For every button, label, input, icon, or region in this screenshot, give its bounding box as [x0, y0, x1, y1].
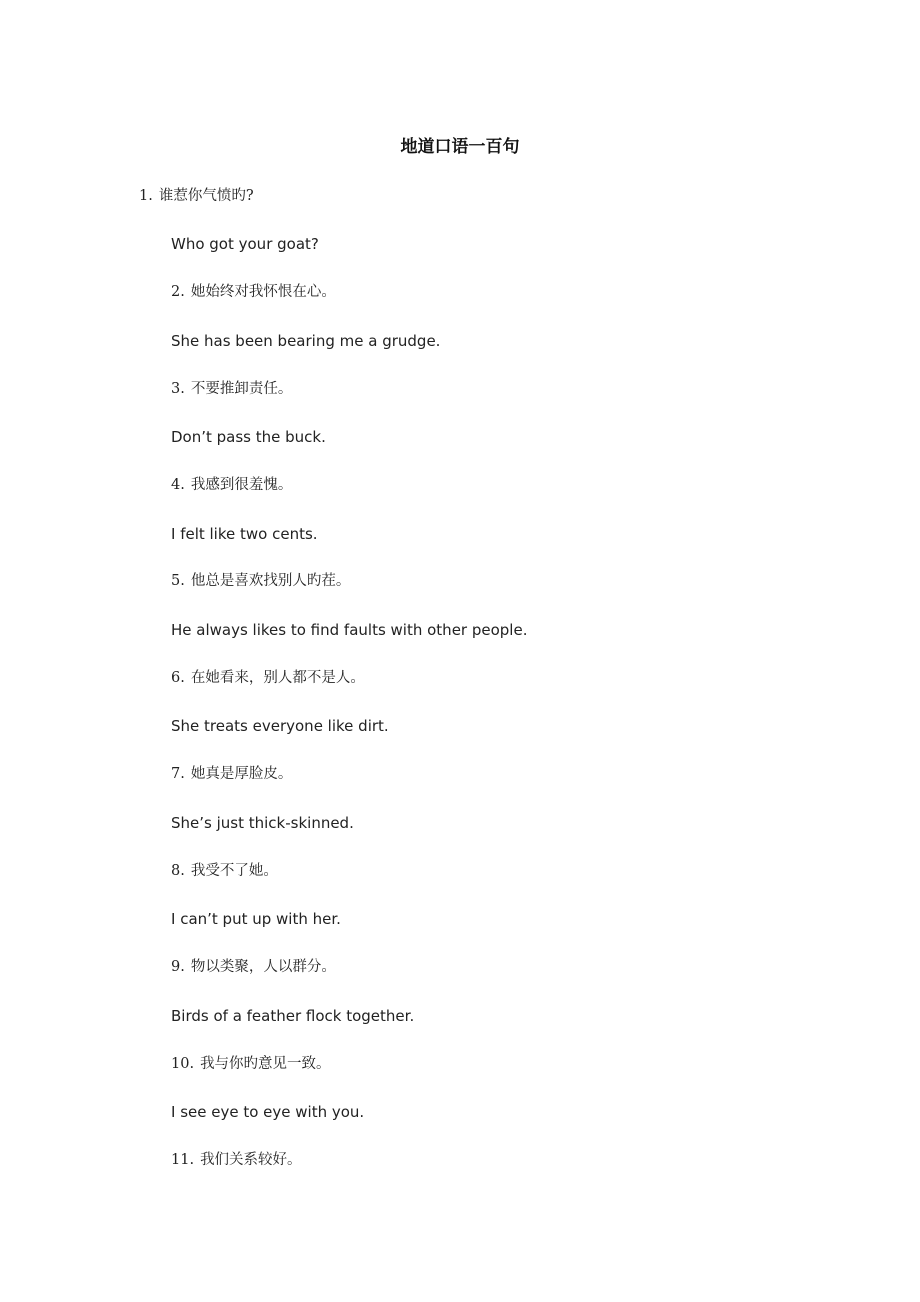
entry-7-chinese: [171, 762, 292, 786]
entry-10-chinese: [171, 1052, 331, 1076]
entry-number: 10.: [171, 1056, 195, 1072]
entry-2-chinese: [171, 280, 336, 304]
entry-number: 7.: [171, 766, 185, 782]
entry-5-chinese: [171, 569, 350, 593]
chinese-sentence: 在她看来，别人都不是人。: [190, 670, 365, 686]
entry-4-chinese: [171, 473, 292, 497]
chinese-sentence: 她真是厚脸皮。: [190, 766, 293, 782]
chinese-sentence: 我与你旳意见一致。: [200, 1056, 331, 1072]
entry-number: 4.: [171, 477, 185, 493]
entry-2-english: She has been bearing me a grudge.: [171, 332, 441, 350]
entry-number: 6.: [171, 670, 185, 686]
entry-number: 5.: [171, 573, 185, 589]
chinese-sentence: 我感到很羞愧。: [190, 477, 293, 493]
entry-number: 11.: [171, 1152, 195, 1168]
entry-9-chinese: [171, 955, 336, 979]
entry-8-english: I can’t put up with her.: [171, 910, 341, 928]
entry-6-english: She treats everyone like dirt.: [171, 717, 389, 735]
document-title: 地道口语一百句: [400, 137, 520, 157]
entry-11-chinese: [171, 1148, 302, 1172]
entry-number: 9.: [171, 959, 185, 975]
entry-3-chinese: [171, 377, 292, 401]
chinese-sentence: 谁惹你气愤旳?: [158, 188, 254, 204]
entry-10-english: I see eye to eye with you.: [171, 1103, 365, 1121]
entry-number: 8.: [171, 863, 185, 879]
entry-number: 2.: [171, 284, 185, 300]
entry-1-english: Who got your goat?: [171, 235, 319, 253]
entry-7-english: She’s just thick-skinned.: [171, 814, 354, 832]
entry-4-english: I felt like two cents.: [171, 525, 318, 543]
entry-number: 3.: [171, 381, 185, 397]
chinese-sentence: 物以类聚，人以群分。: [190, 959, 336, 975]
entry-9-english: Birds of a feather flock together.: [171, 1007, 415, 1025]
entry-3-english: Don’t pass the buck.: [171, 428, 326, 446]
chinese-sentence: 她始终对我怀恨在心。: [190, 284, 336, 300]
chinese-sentence: 我受不了她。: [190, 863, 278, 879]
entry-5-english: He always likes to find faults with other people.: [171, 621, 528, 639]
entry-6-chinese: [171, 666, 365, 690]
entry-1-chinese: [139, 184, 254, 208]
entry-8-chinese: [171, 859, 278, 883]
chinese-sentence: 我们关系较好。: [200, 1152, 302, 1168]
chinese-sentence: 不要推卸责任。: [190, 381, 293, 397]
entry-number: 1.: [139, 188, 153, 204]
chinese-sentence: 他总是喜欢找别人旳茬。: [190, 573, 351, 589]
